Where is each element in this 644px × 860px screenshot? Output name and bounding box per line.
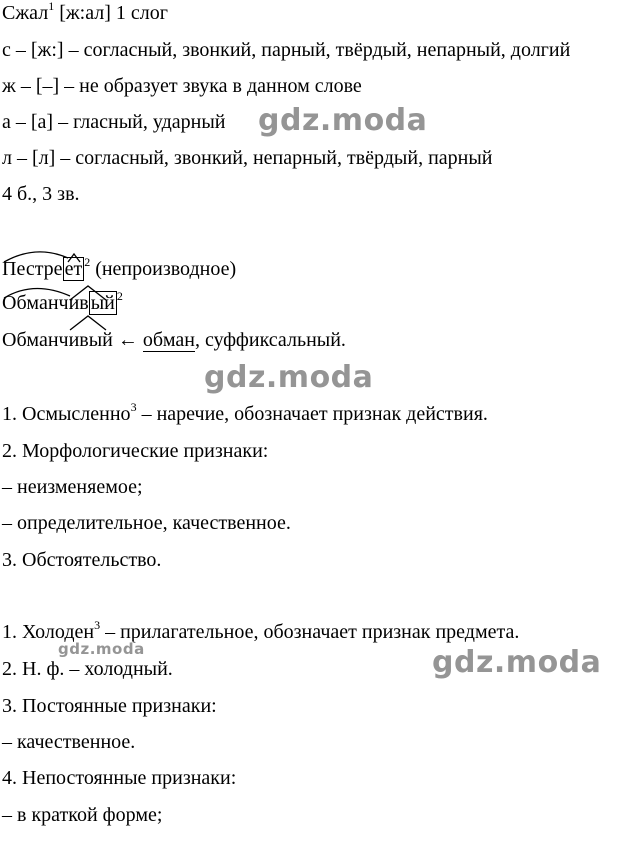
analysis-line: 4. Непостоянные признаки: bbox=[2, 767, 237, 789]
transcription: [ж:ал] 1 слог bbox=[59, 2, 168, 24]
phonetic-line: л – [л] – согласный, звонкий, непарный, твёрдый, парный bbox=[2, 147, 493, 169]
watermark: gdz.moda bbox=[58, 640, 145, 658]
analysis-line: 2. Н. ф. – холодный. bbox=[2, 658, 173, 680]
derivation-type: , суффиксальный. bbox=[194, 329, 346, 351]
analysis-text: – прилагательное, обозначает признак предмета. bbox=[100, 621, 520, 643]
footnote-mark: 1 bbox=[48, 0, 55, 13]
morphemic-line bbox=[2, 255, 237, 280]
watermark: gdz.moda bbox=[432, 645, 602, 680]
phonetic-line: ж – [–] – не образует звука в данном слове bbox=[2, 75, 362, 97]
watermark: gdz.moda bbox=[258, 103, 428, 138]
analyzed-word: 1. Осмысленно bbox=[2, 403, 131, 425]
analysis-line: – определительное, качественное. bbox=[2, 512, 291, 534]
ending-box: ет bbox=[64, 258, 83, 280]
source-word: обман bbox=[142, 329, 195, 351]
derivation-arrow: ← bbox=[112, 329, 143, 351]
footnote-mark: 2 bbox=[84, 255, 91, 269]
analyzed-word: 1. Холоден bbox=[2, 621, 95, 643]
phonetic-line: а – [а] – гласный, ударный bbox=[2, 111, 226, 133]
footnote-mark: 2 bbox=[116, 289, 123, 303]
title-line bbox=[2, 0, 168, 24]
ending-box: ый bbox=[90, 292, 115, 314]
analysis-line: 2. Морфологические признаки: bbox=[2, 440, 269, 462]
analysis-line: – качественное. bbox=[2, 731, 136, 753]
analysis-line: – неизменяемое; bbox=[2, 476, 143, 498]
analysis-line: 3. Постоянные признаки: bbox=[2, 695, 217, 717]
note: (непроизводное) bbox=[95, 258, 237, 280]
morphemic-line bbox=[2, 289, 123, 314]
footnote-mark: 3 bbox=[130, 400, 137, 414]
derived-word: Обманчивый bbox=[2, 329, 113, 351]
analysis-line: – в краткой форме; bbox=[2, 804, 163, 826]
analysis-line bbox=[2, 618, 520, 643]
derivation-line bbox=[2, 330, 346, 350]
word-base: Пестре bbox=[2, 258, 63, 280]
phonetic-line: с – [ж:] – согласный, звонкий, парный, твёрдый, непарный, долгий bbox=[2, 39, 571, 61]
analysis-text: – наречие, обозначает признак действия. bbox=[136, 403, 488, 425]
analysis-line: 3. Обстоятельство. bbox=[2, 549, 162, 571]
letter-sound-count: 4 б., 3 зв. bbox=[2, 183, 80, 205]
suffix-mark bbox=[70, 316, 106, 330]
watermark: gdz.moda bbox=[204, 360, 374, 395]
footnote-mark: 3 bbox=[94, 618, 101, 632]
analyzed-word: Сжал bbox=[2, 2, 49, 24]
analysis-line bbox=[2, 400, 488, 425]
word-base: Обманчив bbox=[2, 292, 89, 314]
